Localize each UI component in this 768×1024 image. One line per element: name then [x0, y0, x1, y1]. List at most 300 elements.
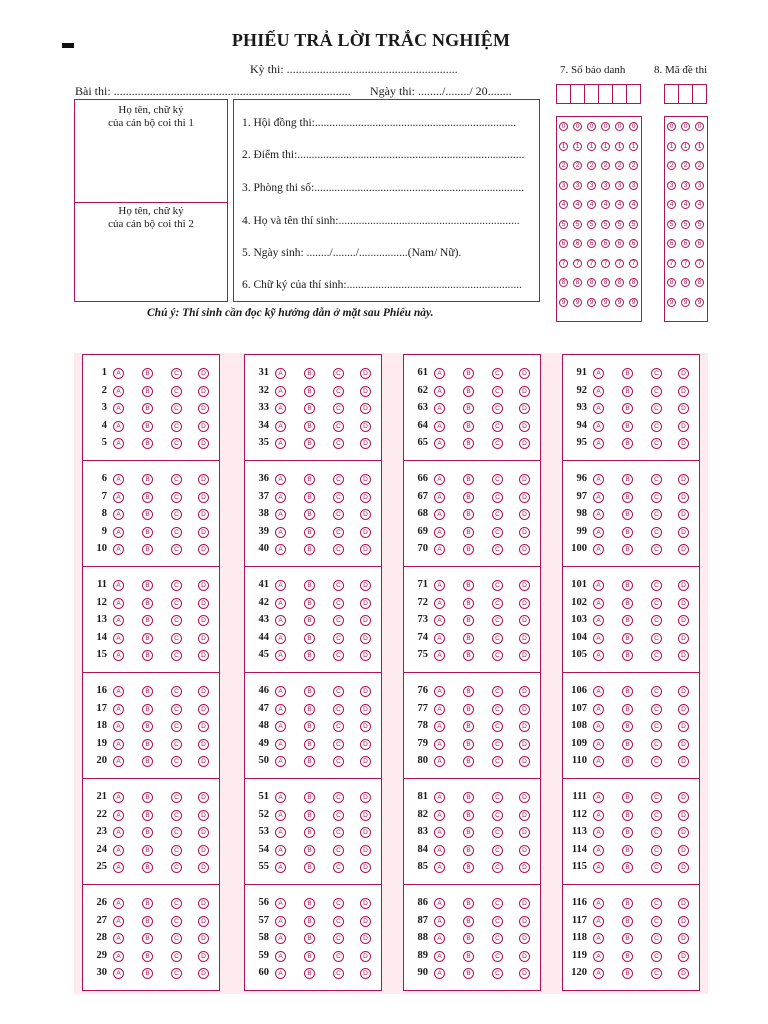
- answer-bubble-a[interactable]: A: [434, 580, 445, 591]
- answer-bubble-d[interactable]: D: [678, 438, 689, 449]
- answer-bubble-a[interactable]: A: [434, 898, 445, 909]
- answer-bubble-c[interactable]: C: [492, 509, 503, 520]
- answer-bubble-c[interactable]: C: [651, 598, 662, 609]
- answer-bubble-b[interactable]: B: [463, 845, 474, 856]
- exam-code-digit-bubble[interactable]: 0: [681, 122, 690, 131]
- answer-bubble-a[interactable]: A: [275, 810, 286, 821]
- answer-bubble-d[interactable]: D: [519, 739, 530, 750]
- answer-bubble-d[interactable]: D: [519, 845, 530, 856]
- answer-bubble-d[interactable]: D: [678, 421, 689, 432]
- answer-bubble-a[interactable]: A: [275, 421, 286, 432]
- answer-bubble-a[interactable]: A: [113, 386, 124, 397]
- answer-bubble-a[interactable]: A: [113, 951, 124, 962]
- answer-bubble-d[interactable]: D: [198, 527, 209, 538]
- candidate-number-write-cell[interactable]: [556, 84, 571, 104]
- answer-bubble-a[interactable]: A: [434, 386, 445, 397]
- answer-bubble-b[interactable]: B: [622, 951, 633, 962]
- exam-code-digit-bubble[interactable]: 7: [667, 259, 676, 268]
- answer-bubble-a[interactable]: A: [434, 421, 445, 432]
- answer-bubble-d[interactable]: D: [678, 598, 689, 609]
- candidate-number-digit-bubble[interactable]: 4: [573, 200, 582, 209]
- candidate-number-digit-bubble[interactable]: 2: [573, 161, 582, 170]
- answer-bubble-c[interactable]: C: [492, 739, 503, 750]
- answer-bubble-b[interactable]: B: [304, 615, 315, 626]
- exam-code-digit-bubble[interactable]: 3: [695, 181, 704, 190]
- answer-bubble-d[interactable]: D: [360, 862, 371, 873]
- answer-bubble-a[interactable]: A: [275, 739, 286, 750]
- answer-bubble-d[interactable]: D: [360, 845, 371, 856]
- answer-bubble-a[interactable]: A: [275, 845, 286, 856]
- candidate-number-digit-bubble[interactable]: 4: [615, 200, 624, 209]
- answer-bubble-d[interactable]: D: [198, 827, 209, 838]
- answer-bubble-a[interactable]: A: [593, 721, 604, 732]
- answer-bubble-a[interactable]: A: [275, 862, 286, 873]
- field-exam-council[interactable]: 1. Hội đồng thi:......................................................................: [242, 117, 517, 129]
- answer-bubble-b[interactable]: B: [304, 792, 315, 803]
- answer-bubble-d[interactable]: D: [360, 509, 371, 520]
- answer-bubble-b[interactable]: B: [142, 403, 153, 414]
- answer-bubble-b[interactable]: B: [304, 474, 315, 485]
- candidate-number-digit-bubble[interactable]: 9: [629, 298, 638, 307]
- answer-bubble-d[interactable]: D: [360, 898, 371, 909]
- candidate-number-digit-bubble[interactable]: 3: [573, 181, 582, 190]
- answer-bubble-d[interactable]: D: [198, 474, 209, 485]
- answer-bubble-d[interactable]: D: [678, 403, 689, 414]
- answer-bubble-b[interactable]: B: [304, 650, 315, 661]
- answer-bubble-a[interactable]: A: [113, 827, 124, 838]
- answer-bubble-d[interactable]: D: [198, 368, 209, 379]
- answer-bubble-a[interactable]: A: [113, 598, 124, 609]
- answer-bubble-d[interactable]: D: [678, 615, 689, 626]
- exam-code-digit-bubble[interactable]: 0: [667, 122, 676, 131]
- answer-bubble-a[interactable]: A: [275, 916, 286, 927]
- answer-bubble-b[interactable]: B: [304, 933, 315, 944]
- answer-bubble-a[interactable]: A: [113, 509, 124, 520]
- answer-bubble-d[interactable]: D: [360, 704, 371, 715]
- answer-bubble-a[interactable]: A: [434, 686, 445, 697]
- answer-bubble-a[interactable]: A: [434, 756, 445, 767]
- answer-bubble-b[interactable]: B: [142, 792, 153, 803]
- answer-bubble-c[interactable]: C: [171, 792, 182, 803]
- answer-bubble-b[interactable]: B: [304, 951, 315, 962]
- answer-bubble-b[interactable]: B: [622, 368, 633, 379]
- exam-code-digit-bubble[interactable]: 2: [667, 161, 676, 170]
- answer-bubble-c[interactable]: C: [171, 951, 182, 962]
- answer-bubble-c[interactable]: C: [333, 598, 344, 609]
- answer-bubble-b[interactable]: B: [463, 704, 474, 715]
- candidate-number-digit-bubble[interactable]: 8: [559, 278, 568, 287]
- answer-bubble-a[interactable]: A: [434, 704, 445, 715]
- candidate-number-digit-bubble[interactable]: 1: [573, 142, 582, 151]
- answer-bubble-c[interactable]: C: [651, 898, 662, 909]
- answer-bubble-a[interactable]: A: [434, 615, 445, 626]
- answer-bubble-c[interactable]: C: [651, 933, 662, 944]
- answer-bubble-c[interactable]: C: [651, 704, 662, 715]
- answer-bubble-b[interactable]: B: [304, 810, 315, 821]
- answer-bubble-a[interactable]: A: [434, 527, 445, 538]
- answer-bubble-c[interactable]: C: [171, 438, 182, 449]
- answer-bubble-a[interactable]: A: [434, 968, 445, 979]
- answer-bubble-b[interactable]: B: [142, 756, 153, 767]
- candidate-number-digit-bubble[interactable]: 1: [587, 142, 596, 151]
- answer-bubble-a[interactable]: A: [275, 650, 286, 661]
- answer-bubble-c[interactable]: C: [651, 827, 662, 838]
- answer-bubble-a[interactable]: A: [275, 633, 286, 644]
- answer-bubble-d[interactable]: D: [678, 898, 689, 909]
- answer-bubble-d[interactable]: D: [360, 792, 371, 803]
- answer-bubble-b[interactable]: B: [304, 704, 315, 715]
- answer-bubble-a[interactable]: A: [593, 756, 604, 767]
- answer-bubble-a[interactable]: A: [113, 739, 124, 750]
- answer-bubble-a[interactable]: A: [593, 862, 604, 873]
- answer-bubble-d[interactable]: D: [678, 474, 689, 485]
- answer-bubble-c[interactable]: C: [492, 598, 503, 609]
- answer-bubble-d[interactable]: D: [519, 421, 530, 432]
- answer-bubble-a[interactable]: A: [434, 598, 445, 609]
- answer-bubble-c[interactable]: C: [333, 633, 344, 644]
- answer-bubble-d[interactable]: D: [678, 721, 689, 732]
- candidate-number-digit-bubble[interactable]: 3: [559, 181, 568, 190]
- answer-bubble-b[interactable]: B: [622, 633, 633, 644]
- answer-bubble-b[interactable]: B: [463, 933, 474, 944]
- answer-bubble-b[interactable]: B: [142, 368, 153, 379]
- candidate-number-digit-bubble[interactable]: 9: [587, 298, 596, 307]
- candidate-number-digit-bubble[interactable]: 0: [573, 122, 582, 131]
- answer-bubble-a[interactable]: A: [434, 721, 445, 732]
- answer-bubble-c[interactable]: C: [171, 650, 182, 661]
- candidate-number-digit-bubble[interactable]: 9: [559, 298, 568, 307]
- candidate-number-digit-bubble[interactable]: 9: [601, 298, 610, 307]
- answer-bubble-c[interactable]: C: [492, 756, 503, 767]
- answer-bubble-c[interactable]: C: [171, 756, 182, 767]
- exam-code-digit-bubble[interactable]: 8: [667, 278, 676, 287]
- answer-bubble-b[interactable]: B: [622, 580, 633, 591]
- answer-bubble-c[interactable]: C: [333, 686, 344, 697]
- answer-bubble-b[interactable]: B: [622, 438, 633, 449]
- answer-bubble-a[interactable]: A: [593, 968, 604, 979]
- answer-bubble-d[interactable]: D: [519, 756, 530, 767]
- answer-bubble-d[interactable]: D: [360, 580, 371, 591]
- answer-bubble-c[interactable]: C: [333, 756, 344, 767]
- answer-bubble-c[interactable]: C: [171, 827, 182, 838]
- answer-bubble-b[interactable]: B: [304, 686, 315, 697]
- candidate-number-digit-bubble[interactable]: 6: [587, 239, 596, 248]
- answer-bubble-a[interactable]: A: [275, 686, 286, 697]
- answer-bubble-b[interactable]: B: [463, 916, 474, 927]
- answer-bubble-b[interactable]: B: [304, 827, 315, 838]
- answer-bubble-c[interactable]: C: [651, 721, 662, 732]
- field-candidate-name[interactable]: 4. Họ và tên thí sinh:...............................................................: [242, 215, 520, 227]
- answer-bubble-d[interactable]: D: [360, 438, 371, 449]
- answer-bubble-a[interactable]: A: [593, 916, 604, 927]
- answer-bubble-a[interactable]: A: [275, 933, 286, 944]
- answer-bubble-c[interactable]: C: [651, 509, 662, 520]
- answer-bubble-c[interactable]: C: [492, 721, 503, 732]
- answer-bubble-b[interactable]: B: [463, 544, 474, 555]
- answer-bubble-d[interactable]: D: [519, 650, 530, 661]
- answer-bubble-d[interactable]: D: [678, 686, 689, 697]
- answer-bubble-b[interactable]: B: [304, 509, 315, 520]
- exam-code-digit-bubble[interactable]: 3: [667, 181, 676, 190]
- answer-bubble-a[interactable]: A: [593, 615, 604, 626]
- answer-bubble-a[interactable]: A: [113, 615, 124, 626]
- answer-bubble-c[interactable]: C: [171, 721, 182, 732]
- exam-code-digit-bubble[interactable]: 2: [695, 161, 704, 170]
- candidate-number-digit-bubble[interactable]: 0: [559, 122, 568, 131]
- answer-bubble-b[interactable]: B: [304, 421, 315, 432]
- answer-bubble-a[interactable]: A: [593, 492, 604, 503]
- answer-bubble-d[interactable]: D: [360, 810, 371, 821]
- answer-bubble-d[interactable]: D: [360, 633, 371, 644]
- answer-bubble-d[interactable]: D: [519, 474, 530, 485]
- answer-bubble-c[interactable]: C: [492, 615, 503, 626]
- answer-bubble-d[interactable]: D: [360, 650, 371, 661]
- answer-bubble-a[interactable]: A: [275, 615, 286, 626]
- answer-bubble-b[interactable]: B: [463, 509, 474, 520]
- candidate-number-write-cell[interactable]: [612, 84, 627, 104]
- answer-bubble-a[interactable]: A: [593, 509, 604, 520]
- answer-bubble-c[interactable]: C: [171, 898, 182, 909]
- answer-bubble-c[interactable]: C: [492, 916, 503, 927]
- answer-bubble-a[interactable]: A: [275, 368, 286, 379]
- exam-code-digit-bubble[interactable]: 2: [681, 161, 690, 170]
- answer-bubble-d[interactable]: D: [519, 721, 530, 732]
- answer-bubble-d[interactable]: D: [198, 580, 209, 591]
- answer-bubble-d[interactable]: D: [360, 968, 371, 979]
- answer-bubble-d[interactable]: D: [519, 368, 530, 379]
- field-birth-date[interactable]: 5. Ngày sinh: ......../......../.................(Nam/ Nữ).: [242, 247, 462, 259]
- answer-bubble-c[interactable]: C: [333, 544, 344, 555]
- answer-bubble-b[interactable]: B: [463, 368, 474, 379]
- answer-bubble-c[interactable]: C: [171, 845, 182, 856]
- answer-bubble-b[interactable]: B: [142, 474, 153, 485]
- candidate-number-digit-bubble[interactable]: 1: [629, 142, 638, 151]
- answer-bubble-d[interactable]: D: [519, 686, 530, 697]
- answer-bubble-d[interactable]: D: [360, 474, 371, 485]
- answer-bubble-b[interactable]: B: [304, 756, 315, 767]
- answer-bubble-b[interactable]: B: [622, 650, 633, 661]
- answer-bubble-c[interactable]: C: [651, 756, 662, 767]
- answer-bubble-d[interactable]: D: [519, 527, 530, 538]
- answer-bubble-c[interactable]: C: [171, 968, 182, 979]
- answer-bubble-a[interactable]: A: [434, 792, 445, 803]
- answer-bubble-d[interactable]: D: [198, 792, 209, 803]
- exam-code-digit-bubble[interactable]: 1: [667, 142, 676, 151]
- answer-bubble-a[interactable]: A: [113, 368, 124, 379]
- exam-code-write-cell[interactable]: [664, 84, 679, 104]
- answer-bubble-d[interactable]: D: [519, 509, 530, 520]
- answer-bubble-b[interactable]: B: [463, 650, 474, 661]
- answer-bubble-b[interactable]: B: [463, 827, 474, 838]
- answer-bubble-d[interactable]: D: [198, 933, 209, 944]
- answer-bubble-d[interactable]: D: [678, 845, 689, 856]
- answer-bubble-c[interactable]: C: [333, 386, 344, 397]
- candidate-number-digit-bubble[interactable]: 5: [629, 220, 638, 229]
- answer-bubble-d[interactable]: D: [678, 792, 689, 803]
- candidate-number-digit-bubble[interactable]: 7: [573, 259, 582, 268]
- answer-bubble-d[interactable]: D: [198, 739, 209, 750]
- answer-bubble-d[interactable]: D: [678, 633, 689, 644]
- answer-bubble-b[interactable]: B: [463, 386, 474, 397]
- answer-bubble-a[interactable]: A: [275, 527, 286, 538]
- answer-bubble-c[interactable]: C: [492, 686, 503, 697]
- candidate-number-digit-bubble[interactable]: 5: [615, 220, 624, 229]
- answer-bubble-c[interactable]: C: [333, 650, 344, 661]
- answer-bubble-c[interactable]: C: [333, 721, 344, 732]
- answer-bubble-a[interactable]: A: [593, 951, 604, 962]
- answer-bubble-b[interactable]: B: [142, 421, 153, 432]
- answer-bubble-a[interactable]: A: [593, 527, 604, 538]
- answer-bubble-d[interactable]: D: [678, 509, 689, 520]
- answer-bubble-c[interactable]: C: [333, 898, 344, 909]
- answer-bubble-c[interactable]: C: [333, 810, 344, 821]
- answer-bubble-b[interactable]: B: [622, 421, 633, 432]
- answer-bubble-a[interactable]: A: [593, 633, 604, 644]
- candidate-number-digit-bubble[interactable]: 8: [601, 278, 610, 287]
- exam-code-write-cell[interactable]: [692, 84, 707, 104]
- candidate-number-digit-bubble[interactable]: 3: [629, 181, 638, 190]
- answer-bubble-c[interactable]: C: [333, 916, 344, 927]
- answer-bubble-d[interactable]: D: [360, 598, 371, 609]
- answer-bubble-a[interactable]: A: [434, 368, 445, 379]
- exam-code-digit-bubble[interactable]: 6: [681, 239, 690, 248]
- answer-bubble-b[interactable]: B: [463, 862, 474, 873]
- answer-bubble-a[interactable]: A: [593, 704, 604, 715]
- answer-bubble-a[interactable]: A: [593, 650, 604, 661]
- answer-bubble-c[interactable]: C: [171, 403, 182, 414]
- answer-bubble-d[interactable]: D: [678, 650, 689, 661]
- answer-bubble-d[interactable]: D: [519, 951, 530, 962]
- answer-bubble-a[interactable]: A: [275, 598, 286, 609]
- answer-bubble-c[interactable]: C: [651, 686, 662, 697]
- exam-code-digit-bubble[interactable]: 9: [681, 298, 690, 307]
- answer-bubble-c[interactable]: C: [171, 704, 182, 715]
- answer-bubble-a[interactable]: A: [113, 403, 124, 414]
- answer-bubble-b[interactable]: B: [463, 598, 474, 609]
- answer-bubble-b[interactable]: B: [142, 615, 153, 626]
- candidate-number-digit-bubble[interactable]: 2: [559, 161, 568, 170]
- candidate-number-digit-bubble[interactable]: 5: [601, 220, 610, 229]
- answer-bubble-a[interactable]: A: [434, 474, 445, 485]
- answer-bubble-a[interactable]: A: [113, 421, 124, 432]
- answer-bubble-a[interactable]: A: [275, 704, 286, 715]
- answer-bubble-c[interactable]: C: [492, 862, 503, 873]
- candidate-number-digit-bubble[interactable]: 6: [601, 239, 610, 248]
- answer-bubble-a[interactable]: A: [113, 845, 124, 856]
- answer-bubble-b[interactable]: B: [304, 580, 315, 591]
- answer-bubble-d[interactable]: D: [198, 544, 209, 555]
- answer-bubble-b[interactable]: B: [622, 474, 633, 485]
- answer-bubble-a[interactable]: A: [593, 438, 604, 449]
- answer-bubble-d[interactable]: D: [519, 827, 530, 838]
- answer-bubble-c[interactable]: C: [651, 544, 662, 555]
- answer-bubble-b[interactable]: B: [142, 845, 153, 856]
- answer-bubble-c[interactable]: C: [171, 544, 182, 555]
- answer-bubble-d[interactable]: D: [678, 368, 689, 379]
- answer-bubble-c[interactable]: C: [333, 739, 344, 750]
- answer-bubble-c[interactable]: C: [333, 968, 344, 979]
- answer-bubble-d[interactable]: D: [519, 968, 530, 979]
- answer-bubble-b[interactable]: B: [304, 527, 315, 538]
- answer-bubble-d[interactable]: D: [198, 951, 209, 962]
- answer-bubble-b[interactable]: B: [142, 650, 153, 661]
- candidate-number-digit-bubble[interactable]: 1: [601, 142, 610, 151]
- answer-bubble-a[interactable]: A: [434, 951, 445, 962]
- answer-bubble-d[interactable]: D: [198, 386, 209, 397]
- answer-bubble-a[interactable]: A: [593, 739, 604, 750]
- answer-bubble-a[interactable]: A: [434, 810, 445, 821]
- answer-bubble-b[interactable]: B: [463, 756, 474, 767]
- candidate-number-digit-bubble[interactable]: 1: [559, 142, 568, 151]
- answer-bubble-d[interactable]: D: [519, 704, 530, 715]
- answer-bubble-d[interactable]: D: [360, 421, 371, 432]
- answer-bubble-b[interactable]: B: [142, 933, 153, 944]
- answer-bubble-d[interactable]: D: [678, 544, 689, 555]
- answer-bubble-b[interactable]: B: [622, 810, 633, 821]
- answer-bubble-b[interactable]: B: [463, 474, 474, 485]
- answer-bubble-d[interactable]: D: [198, 721, 209, 732]
- answer-bubble-a[interactable]: A: [593, 686, 604, 697]
- candidate-number-digit-bubble[interactable]: 6: [573, 239, 582, 248]
- answer-bubble-b[interactable]: B: [463, 421, 474, 432]
- answer-bubble-d[interactable]: D: [198, 615, 209, 626]
- answer-bubble-a[interactable]: A: [434, 739, 445, 750]
- candidate-number-write-cell[interactable]: [584, 84, 599, 104]
- answer-bubble-c[interactable]: C: [492, 474, 503, 485]
- answer-bubble-b[interactable]: B: [622, 792, 633, 803]
- answer-bubble-b[interactable]: B: [142, 951, 153, 962]
- answer-bubble-d[interactable]: D: [198, 421, 209, 432]
- answer-bubble-b[interactable]: B: [142, 544, 153, 555]
- answer-bubble-a[interactable]: A: [113, 544, 124, 555]
- answer-bubble-c[interactable]: C: [333, 792, 344, 803]
- answer-bubble-d[interactable]: D: [519, 492, 530, 503]
- exam-code-digit-bubble[interactable]: 8: [695, 278, 704, 287]
- answer-bubble-d[interactable]: D: [198, 704, 209, 715]
- answer-bubble-a[interactable]: A: [593, 598, 604, 609]
- answer-bubble-d[interactable]: D: [678, 810, 689, 821]
- answer-bubble-a[interactable]: A: [434, 633, 445, 644]
- answer-bubble-b[interactable]: B: [304, 862, 315, 873]
- answer-bubble-c[interactable]: C: [651, 916, 662, 927]
- answer-bubble-a[interactable]: A: [275, 792, 286, 803]
- answer-bubble-d[interactable]: D: [519, 598, 530, 609]
- answer-bubble-d[interactable]: D: [678, 756, 689, 767]
- candidate-number-digit-bubble[interactable]: 0: [615, 122, 624, 131]
- answer-bubble-c[interactable]: C: [492, 704, 503, 715]
- answer-bubble-a[interactable]: A: [275, 492, 286, 503]
- answer-bubble-b[interactable]: B: [142, 704, 153, 715]
- answer-bubble-c[interactable]: C: [333, 492, 344, 503]
- answer-bubble-a[interactable]: A: [113, 580, 124, 591]
- answer-bubble-a[interactable]: A: [113, 650, 124, 661]
- answer-bubble-b[interactable]: B: [142, 721, 153, 732]
- answer-bubble-d[interactable]: D: [198, 686, 209, 697]
- answer-bubble-c[interactable]: C: [333, 933, 344, 944]
- answer-bubble-c[interactable]: C: [171, 527, 182, 538]
- answer-bubble-b[interactable]: B: [304, 916, 315, 927]
- answer-bubble-b[interactable]: B: [622, 386, 633, 397]
- candidate-number-digit-bubble[interactable]: 0: [601, 122, 610, 131]
- answer-bubble-a[interactable]: A: [434, 916, 445, 927]
- answer-bubble-d[interactable]: D: [519, 916, 530, 927]
- answer-bubble-b[interactable]: B: [142, 862, 153, 873]
- answer-bubble-d[interactable]: D: [360, 827, 371, 838]
- exam-code-digit-bubble[interactable]: 1: [681, 142, 690, 151]
- answer-bubble-b[interactable]: B: [142, 492, 153, 503]
- answer-bubble-a[interactable]: A: [275, 403, 286, 414]
- answer-bubble-a[interactable]: A: [275, 968, 286, 979]
